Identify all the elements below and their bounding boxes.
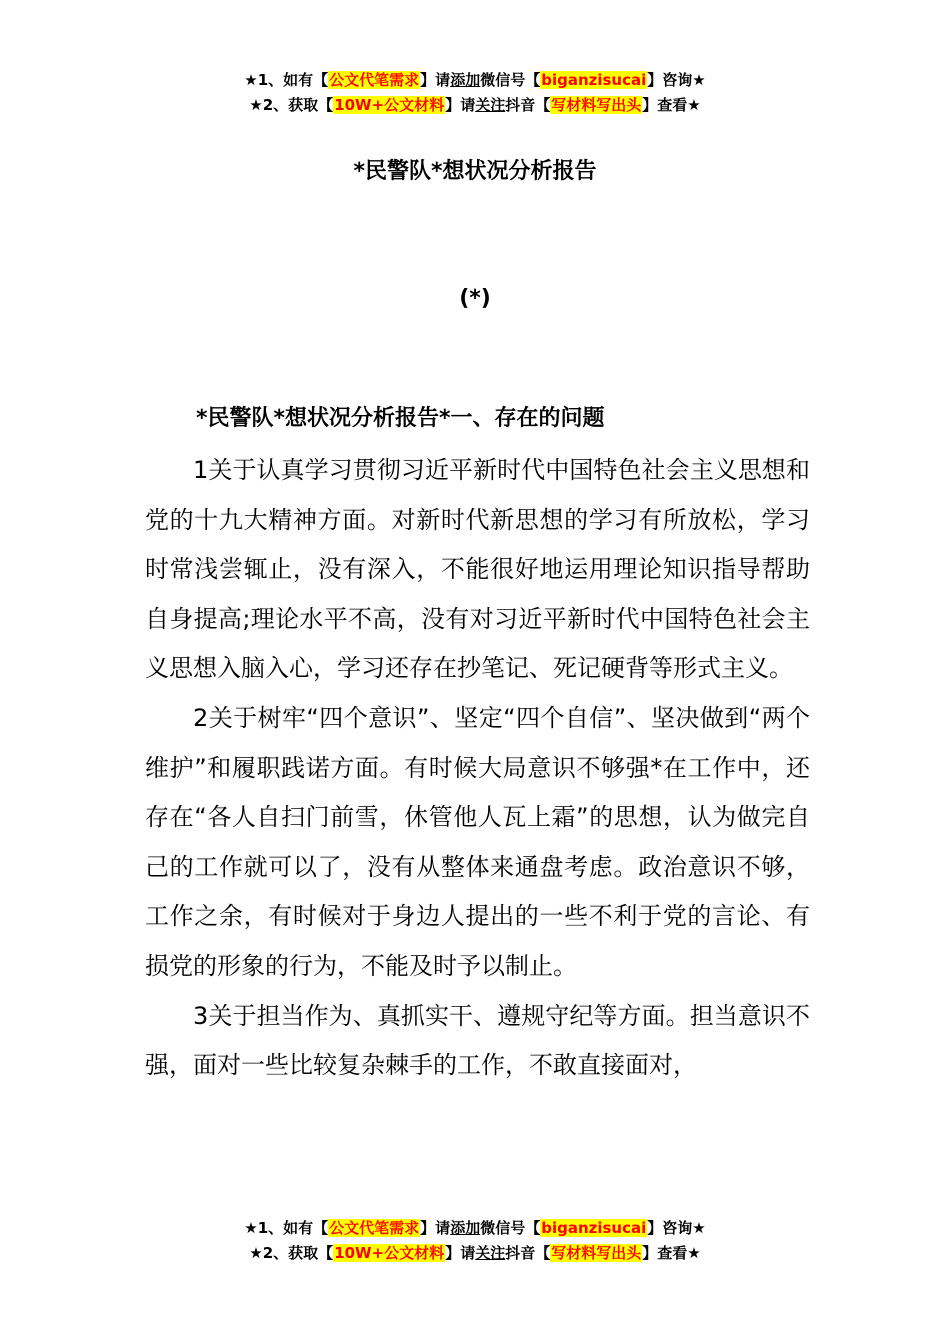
ad-line-2	[0, 1241, 950, 1266]
ad-line-2-suffix: 】查看★	[642, 1244, 701, 1262]
bottom-ad-banner	[0, 1216, 950, 1266]
ad-line-2-mid: 】请	[445, 1244, 476, 1262]
ad-line-2-highlight-douyin: 写材料写出头	[551, 1244, 642, 1262]
ad-line-1-prefix: ★1、如有【	[244, 71, 329, 89]
ad-line-2-prefix: ★2、获取【	[249, 96, 334, 114]
ad-line-2-underlined: 关注	[475, 96, 506, 114]
ad-line-1-prefix: ★1、如有【	[244, 1219, 329, 1237]
ad-line-1-highlight-service: 公文代笔需求	[329, 1219, 420, 1237]
ad-line-1	[0, 68, 950, 93]
ad-line-2-mid: 】请	[445, 96, 476, 114]
ad-line-2-highlight-materials: 10W+公文材料	[334, 96, 445, 114]
ad-line-1-suffix: 】咨询★	[647, 71, 706, 89]
ad-line-2-underlined: 关注	[475, 1244, 506, 1262]
ad-line-1-highlight-service: 公文代笔需求	[329, 71, 420, 89]
paragraph-2: 2关于树牢“四个意识”、坚定“四个自信”、坚决做到“两个维护”和履职践诺方面。有时候大局意识不够强*在工作中，还存在“各人自扫门前雪，休管他人瓦上霜”的思想，认为做完自己的工作就可以了，没有从整体来通盘考虑。政治意识不够，工作之余，有时候对于身边人提出的一些不利于党的言论、有损党的形象的行为，不能及时予以制止。	[145, 703, 810, 980]
document-body	[145, 446, 810, 1091]
ad-line-1-highlight-wechat: biganzisucai	[541, 1219, 647, 1237]
document-subtitle: (*)	[459, 286, 491, 311]
ad-line-2-mid2: 抖音【	[505, 1244, 551, 1262]
ad-line-1	[0, 1216, 950, 1241]
paragraph-3: 3关于担当作为、真抓实干、遵规守纪等方面。担当意识不强，面对一些比较复杂棘手的工作，不敢直接面对，	[145, 1001, 810, 1080]
ad-line-1-underlined: 添加	[450, 1219, 481, 1237]
ad-line-1-mid2: 微信号【	[480, 1219, 541, 1237]
ad-line-2-highlight-douyin: 写材料写出头	[551, 96, 642, 114]
ad-line-2-mid2: 抖音【	[505, 96, 551, 114]
ad-line-1-mid: 】请	[420, 1219, 451, 1237]
paragraph-1: 1关于认真学习贯彻习近平新时代中国特色社会主义思想和党的十九大精神方面。对新时代新思想的学习有所放松，学习时常浅尝辄止，没有深入，不能很好地运用理论知识指导帮助自身提高;理论水平不高，没有对习近平新时代中国特色社会主义思想入脑入心，学习还存在抄笔记、死记硬背等形式主义。	[145, 456, 810, 683]
ad-line-1-mid: 】请	[420, 71, 451, 89]
ad-line-2-suffix: 】查看★	[642, 96, 701, 114]
ad-line-2	[0, 93, 950, 118]
ad-line-1-highlight-wechat: biganzisucai	[541, 71, 647, 89]
ad-line-2-prefix: ★2、获取【	[249, 1244, 334, 1262]
document-title: *民警队*想状况分析报告	[353, 159, 597, 184]
ad-line-2-highlight-materials: 10W+公文材料	[334, 1244, 445, 1262]
ad-line-1-suffix: 】咨询★	[647, 1219, 706, 1237]
ad-line-1-mid2: 微信号【	[480, 71, 541, 89]
section-heading: *民警队*想状况分析报告*一、存在的问题	[196, 406, 605, 431]
ad-line-1-underlined: 添加	[450, 71, 481, 89]
top-ad-banner	[0, 68, 950, 118]
